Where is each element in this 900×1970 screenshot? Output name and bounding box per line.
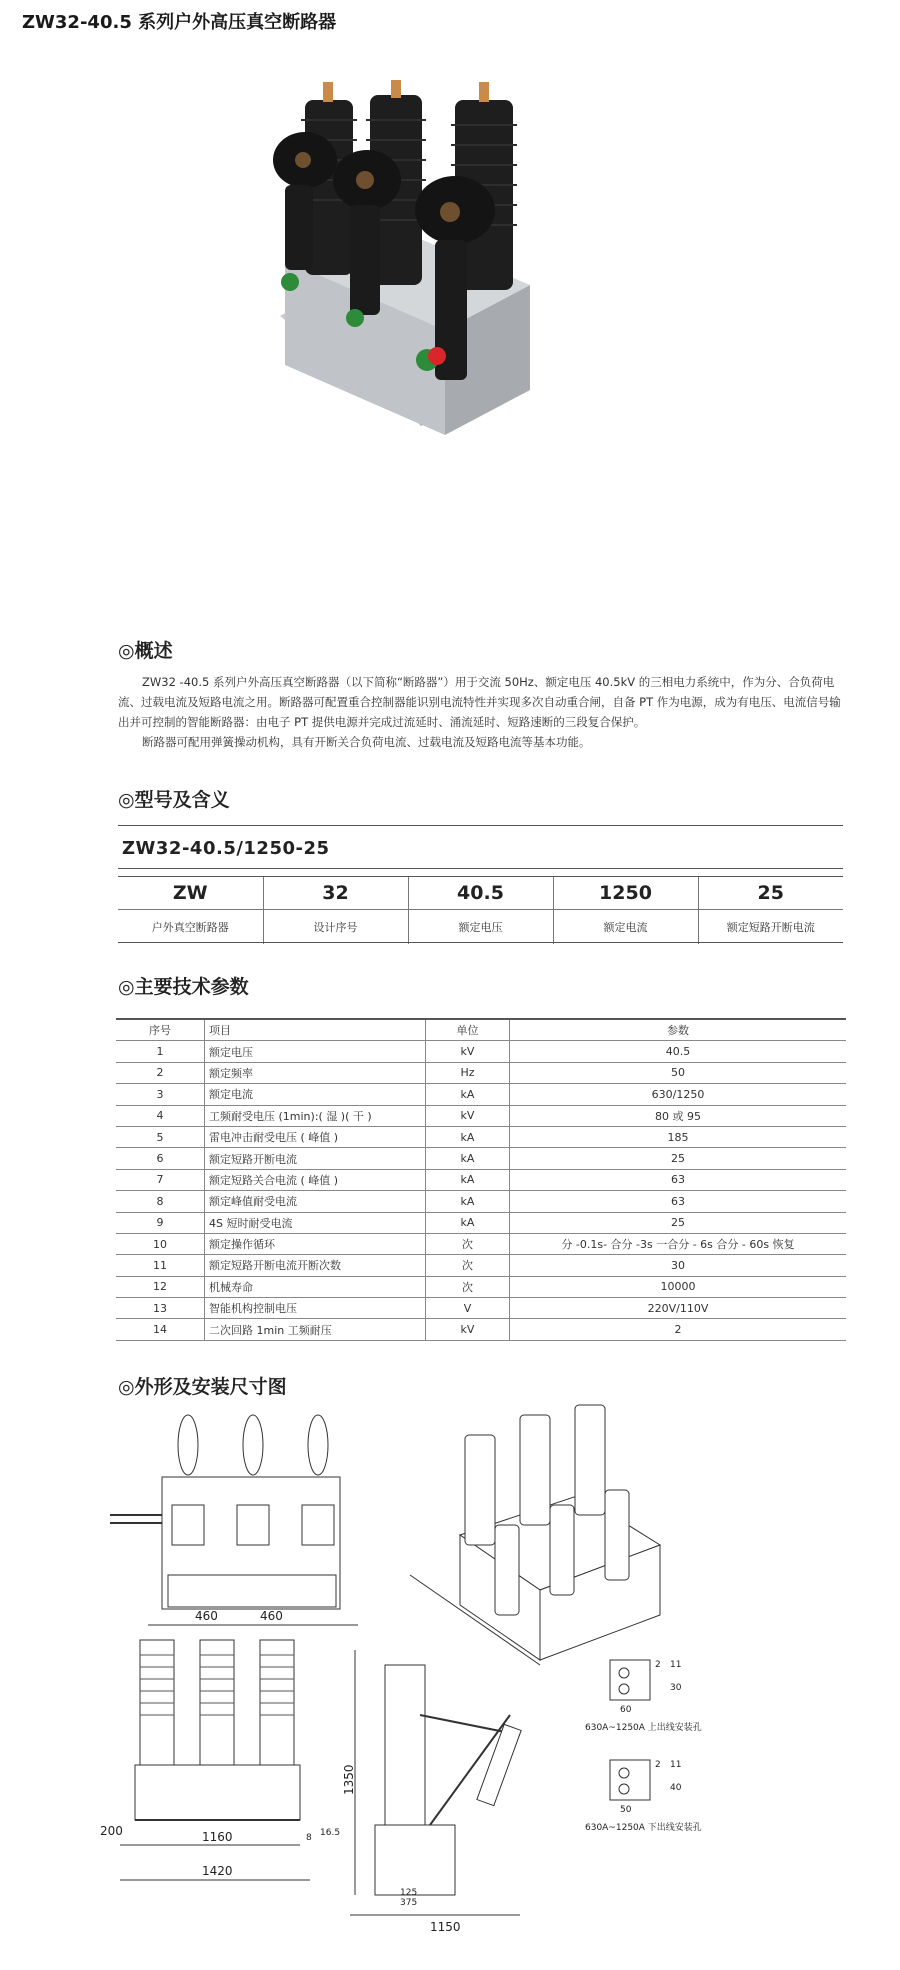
row-unit: kA <box>426 1191 510 1212</box>
dim-2-top: 2 <box>655 1660 661 1670</box>
hole-bottom-caption: 630A~1250A 下出线安装孔 <box>585 1823 702 1833</box>
row-item: 额定电压 <box>205 1041 426 1062</box>
row-index: 4 <box>116 1105 205 1126</box>
row-value: 10000 <box>510 1276 847 1297</box>
row-value: 63 <box>510 1169 847 1190</box>
model-code: ZW32-40.5/1250-25 <box>122 838 330 859</box>
row-index: 11 <box>116 1255 205 1276</box>
dim-30: 30 <box>670 1683 682 1693</box>
dimension-drawings <box>100 1405 850 1960</box>
row-item: 额定短路开断电流开断次数 <box>205 1255 426 1276</box>
row-index: 5 <box>116 1126 205 1147</box>
section-dims-heading: ◎外形及安装尺寸图 <box>118 1376 287 1398</box>
table-row <box>116 1062 846 1083</box>
row-item: 机械寿命 <box>205 1276 426 1297</box>
model-table <box>118 877 843 944</box>
table-row <box>116 1298 846 1319</box>
dim-460-left: 460 <box>195 1609 218 1623</box>
row-unit: 次 <box>426 1233 510 1254</box>
row-item: 二次回路 1min 工频耐压 <box>205 1319 426 1340</box>
row-item: 智能机构控制电压 <box>205 1298 426 1319</box>
table-row <box>116 1126 846 1147</box>
row-unit: kA <box>426 1212 510 1233</box>
hole-detail-bottom <box>585 1760 702 1833</box>
row-item: 额定短路开断电流 <box>205 1148 426 1169</box>
overview-paragraph-2: 断路器可配用弹簧操动机构，具有开断关合负荷电流、过载电流及短路电流等基本功能。 <box>142 735 591 749</box>
row-value: 185 <box>510 1126 847 1147</box>
table-row <box>116 1084 846 1105</box>
row-value: 220V/110V <box>510 1298 847 1319</box>
front-view-drawing <box>100 1609 358 1880</box>
model-top-rule <box>118 825 843 826</box>
params-body <box>116 1041 846 1340</box>
row-unit: kA <box>426 1148 510 1169</box>
model-part-meaning: 户外真空断路器 <box>151 921 229 934</box>
page-title: ZW32-40.5 系列户外高压真空断路器 <box>22 12 337 33</box>
row-unit: Hz <box>426 1062 510 1083</box>
dim-125: 125 <box>400 1888 418 1898</box>
row-value: 63 <box>510 1191 847 1212</box>
table-row <box>116 1212 846 1233</box>
row-index: 9 <box>116 1212 205 1233</box>
row-item: 额定操作循环 <box>205 1233 426 1254</box>
section-overview-heading: ◎概述 <box>118 640 173 662</box>
hole-top-caption: 630A~1250A 上出线安装孔 <box>585 1723 702 1733</box>
section-model-heading: ◎型号及含义 <box>118 789 230 811</box>
table-row <box>116 1105 846 1126</box>
header-item: 项目 <box>205 1019 426 1041</box>
model-part-code: 25 <box>698 877 843 910</box>
row-index: 1 <box>116 1041 205 1062</box>
dim-50: 50 <box>620 1805 632 1815</box>
model-mid-rule <box>118 868 843 869</box>
top-view-drawing <box>110 1415 340 1609</box>
row-unit: kA <box>426 1169 510 1190</box>
header-unit: 单位 <box>426 1019 510 1041</box>
row-index: 6 <box>116 1148 205 1169</box>
row-unit: 次 <box>426 1255 510 1276</box>
row-item: 额定频率 <box>205 1062 426 1083</box>
table-row <box>116 1276 846 1297</box>
row-value: 2 <box>510 1319 847 1340</box>
model-part-code: 32 <box>263 877 408 910</box>
model-meaning-row <box>118 910 843 945</box>
model-part-meaning: 额定短路开断电流 <box>698 910 843 945</box>
table-row <box>116 1041 846 1062</box>
table-row <box>116 1169 846 1190</box>
row-value: 80 或 95 <box>510 1105 847 1126</box>
row-unit: kV <box>426 1319 510 1340</box>
overview-paragraph-1: ZW32 -40.5 系列户外高压真空断路器（以下简称“断路器”）用于交流 50Hz、额定电压 40.5kV 的三相电力系统中，作为分、合负荷电流、过载电流及短路电流之用。断路器可配置重合控制器能识别电流特性并实现多次自动重合闸，自备 PT 作为电源，成为有电压、电流信号输出并可控制的智能断路器：由电子 PT 提供电源并完成过流延时、涌流延时、短路速断的三段复合保护。 <box>118 675 841 729</box>
row-index: 10 <box>116 1233 205 1254</box>
row-value: 25 <box>510 1212 847 1233</box>
params-table <box>116 1018 846 1341</box>
model-part-code: ZW <box>118 877 263 910</box>
row-item: 额定短路关合电流 ( 峰值 ) <box>205 1169 426 1190</box>
row-unit: kA <box>426 1084 510 1105</box>
row-value: 25 <box>510 1148 847 1169</box>
dim-8: 8 <box>306 1833 312 1843</box>
row-index: 12 <box>116 1276 205 1297</box>
row-item: 4S 短时耐受电流 <box>205 1212 426 1233</box>
dim-375: 375 <box>400 1898 418 1908</box>
row-value: 40.5 <box>510 1041 847 1062</box>
table-row <box>116 1319 846 1340</box>
section-params-heading: ◎主要技术参数 <box>118 976 249 998</box>
dim-16-5: 16.5 <box>320 1828 341 1838</box>
row-value: 50 <box>510 1062 847 1083</box>
params-header-row <box>116 1019 846 1041</box>
dim-11-top: 11 <box>670 1660 682 1670</box>
row-value: 30 <box>510 1255 847 1276</box>
dim-11-bottom: 11 <box>670 1760 682 1770</box>
row-unit: kV <box>426 1105 510 1126</box>
row-unit: V <box>426 1298 510 1319</box>
table-row <box>116 1148 846 1169</box>
row-unit: 次 <box>426 1276 510 1297</box>
row-item: 额定峰值耐受电流 <box>205 1191 426 1212</box>
dim-1160: 1160 <box>202 1830 233 1844</box>
model-bottom-rule <box>118 942 843 943</box>
row-item: 雷电冲击耐受电压 ( 峰值 ) <box>205 1126 426 1147</box>
row-index: 13 <box>116 1298 205 1319</box>
row-value: 分 -0.1s- 合分 -3s 一合分 - 6s 合分 - 60s 恢复 <box>510 1233 847 1254</box>
dim-1420: 1420 <box>202 1864 233 1878</box>
dim-40: 40 <box>670 1783 682 1793</box>
dim-200: 200 <box>100 1824 123 1838</box>
model-part-code: 1250 <box>553 877 698 910</box>
dim-1150: 1150 <box>430 1920 461 1934</box>
dim-2-bottom: 2 <box>655 1760 661 1770</box>
overview-text <box>118 672 843 752</box>
row-index: 14 <box>116 1319 205 1340</box>
header-index: 序号 <box>116 1019 205 1041</box>
table-row <box>116 1255 846 1276</box>
row-index: 8 <box>116 1191 205 1212</box>
product-photo <box>255 80 645 550</box>
isometric-drawing <box>410 1405 660 1665</box>
row-unit: kV <box>426 1041 510 1062</box>
row-index: 7 <box>116 1169 205 1190</box>
model-part-meaning: 设计序号 <box>263 910 408 945</box>
model-part-meaning: 额定电压 <box>408 910 553 945</box>
side-view-drawing <box>342 1650 521 1934</box>
row-index: 2 <box>116 1062 205 1083</box>
dim-60: 60 <box>620 1705 632 1715</box>
row-item: 额定电流 <box>205 1084 426 1105</box>
header-value: 参数 <box>510 1019 847 1041</box>
dim-460-right: 460 <box>260 1609 283 1623</box>
row-value: 630/1250 <box>510 1084 847 1105</box>
dim-1350: 1350 <box>342 1764 356 1795</box>
row-index: 3 <box>116 1084 205 1105</box>
row-unit: kA <box>426 1126 510 1147</box>
table-row <box>116 1233 846 1254</box>
model-part-code: 40.5 <box>408 877 553 910</box>
row-item: 工频耐受电压 (1min):( 湿 )( 干 ) <box>205 1105 426 1126</box>
table-row <box>116 1191 846 1212</box>
model-part-meaning: 额定电流 <box>553 910 698 945</box>
model-code-row <box>118 877 843 910</box>
hole-detail-top <box>585 1660 702 1733</box>
